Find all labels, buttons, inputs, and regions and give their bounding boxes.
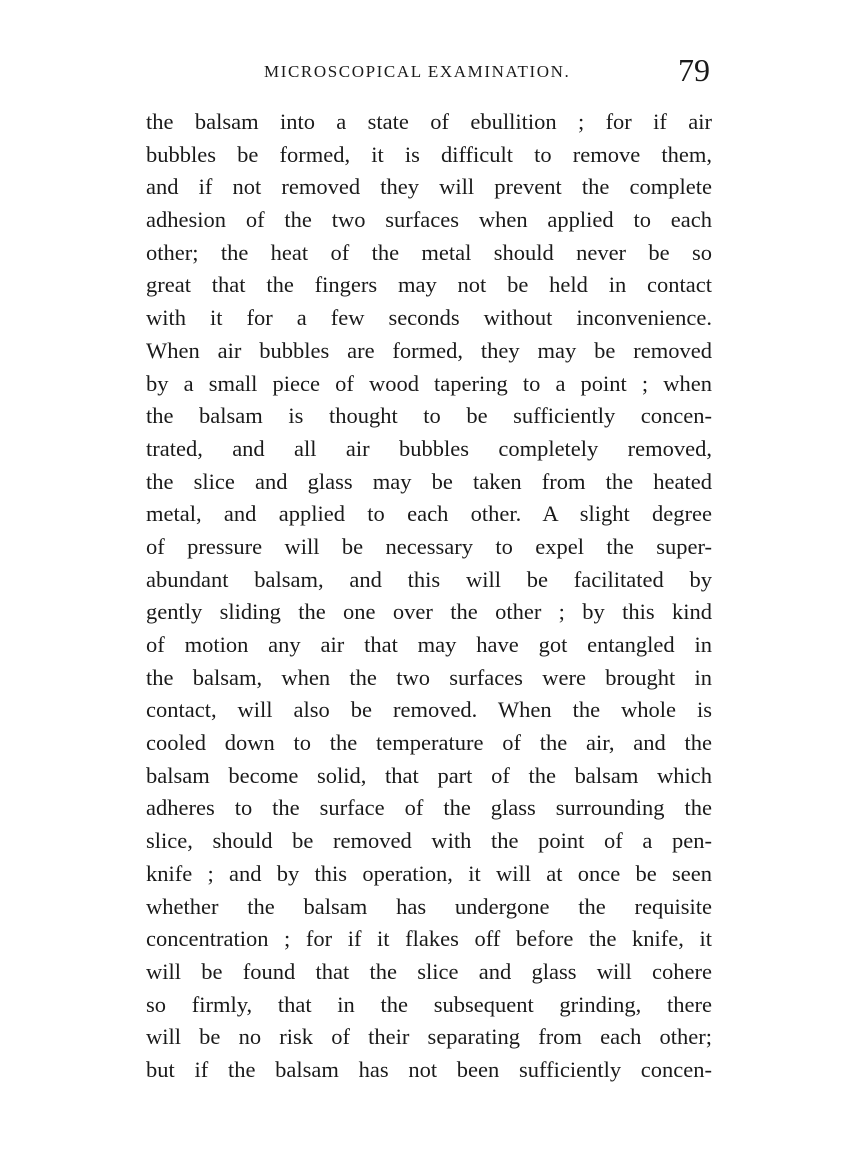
- text-line: knife ; and by this operation, it will at once be seen: [146, 860, 712, 886]
- text-line: by a small piece of wood tapering to a point ; when: [146, 370, 712, 396]
- text-line: cooled down to the temperature of the air, and the: [146, 730, 712, 756]
- text-line: the balsam into a state of ebullition ; for if air: [146, 109, 712, 134]
- text-line: so firmly, that in the subsequent grinding, there: [146, 991, 712, 1017]
- text-line: abundant balsam, and this will be facilitated by: [146, 566, 712, 592]
- text-line: adheres to the surface of the glass surrounding the: [146, 795, 712, 821]
- text-line: When air bubbles are formed, they may be removed: [146, 337, 712, 363]
- text-line: gently sliding the one over the other ; by this kind: [146, 599, 712, 625]
- text-line: balsam become solid, that part of the balsam which: [146, 762, 712, 788]
- text-line: other; the heat of the metal should never be so: [146, 239, 712, 265]
- text-line: with it for a few seconds without inconvenience.: [146, 305, 712, 331]
- text-line: concentration ; for if it flakes off before the knife, it: [146, 926, 712, 952]
- text-line: slice, should be removed with the point of a pen-: [146, 828, 712, 854]
- text-line: but if the balsam has not been sufficiently concen-: [146, 1056, 712, 1082]
- text-line: and if not removed they will prevent the complete: [146, 174, 712, 200]
- text-line: metal, and applied to each other. A slight degree: [146, 501, 712, 527]
- text-line: the slice and glass may be taken from the heated: [146, 468, 712, 494]
- text-line: the balsam is thought to be sufficiently concen-: [146, 403, 712, 429]
- page-number: 79: [678, 52, 710, 88]
- text-line: contact, will also be removed. When the whole is: [146, 697, 712, 723]
- text-line: whether the balsam has undergone the requisite: [146, 893, 712, 919]
- text-line: trated, and all air bubbles completely removed,: [146, 435, 712, 461]
- text-line: will be found that the slice and glass will cohere: [146, 958, 712, 984]
- text-line: the balsam, when the two surfaces were brought in: [146, 664, 712, 690]
- text-line: adhesion of the two surfaces when applied to each: [146, 207, 712, 233]
- running-title: MICROSCOPICAL EXAMINATION.: [264, 62, 571, 81]
- body-text: [146, 106, 712, 1087]
- text-line: of motion any air that may have got entangled in: [146, 632, 712, 657]
- text-line: bubbles be formed, it is difficult to remove them,: [146, 141, 712, 167]
- running-head: [146, 52, 712, 92]
- text-line: will be no risk of their separating from each other;: [146, 1024, 712, 1050]
- text-line: great that the fingers may not be held in contact: [146, 272, 712, 298]
- text-line: of pressure will be necessary to expel the super-: [146, 533, 712, 559]
